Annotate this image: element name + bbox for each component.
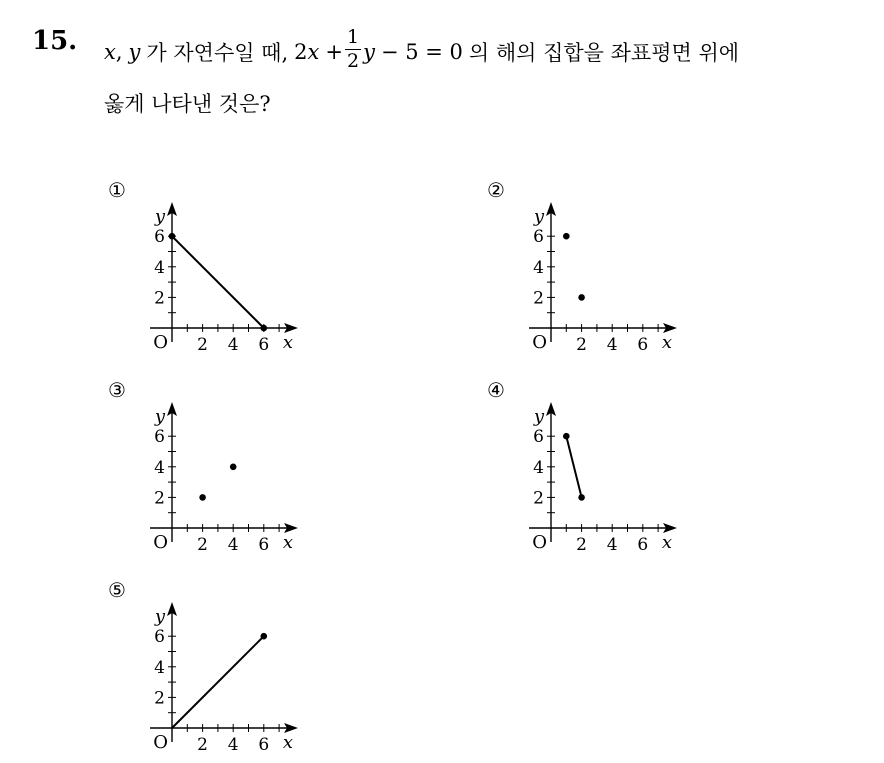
question-line-2: 옳게 나타낸 것은? xyxy=(104,92,271,116)
y-tick-label: 2 xyxy=(533,488,544,509)
equation-lead: 2 xyxy=(294,39,308,64)
x-tick-label: 4 xyxy=(227,535,239,555)
solution-point xyxy=(578,494,585,501)
y-tick-label: 4 xyxy=(154,457,165,478)
var-x: x xyxy=(104,39,116,64)
y-tick-label: 2 xyxy=(154,688,165,709)
y-tick-label: 6 xyxy=(533,227,544,248)
x-tick-label: 4 xyxy=(227,335,239,355)
x-axis-label: x xyxy=(661,532,673,553)
y-tick-label: 2 xyxy=(154,288,165,309)
x-tick-label: 2 xyxy=(197,535,209,555)
y-tick-label: 4 xyxy=(154,657,165,678)
x-axis-label: x xyxy=(661,332,673,353)
solution-point xyxy=(563,233,570,240)
choice-label-3: ③ xyxy=(108,378,126,402)
choice-label-4: ④ xyxy=(487,378,505,402)
y-tick-label: 2 xyxy=(154,488,165,509)
y-tick-label: 2 xyxy=(533,288,544,309)
y-axis-label: y xyxy=(533,206,544,227)
solution-point xyxy=(261,325,268,332)
x-tick-label: 6 xyxy=(258,735,270,755)
solution-segment xyxy=(172,236,264,328)
var-y: y xyxy=(128,39,141,64)
y-axis-label: y xyxy=(154,206,165,227)
choice-label-5: ⑤ xyxy=(108,578,126,602)
origin-label: O xyxy=(532,332,547,353)
y-axis-label: y xyxy=(154,606,165,627)
y-tick-label: 6 xyxy=(533,427,544,448)
solution-point xyxy=(578,294,585,301)
y-tick-label: 6 xyxy=(154,627,165,648)
solution-segment xyxy=(172,636,264,728)
solution-point xyxy=(169,233,176,240)
question-text-b: 의 해의 집합을 좌표평면 위에 xyxy=(468,40,740,65)
x-tick-label: 6 xyxy=(258,535,270,555)
choice-label-1: ① xyxy=(108,178,126,202)
x-tick-label: 4 xyxy=(606,335,618,355)
solution-point xyxy=(563,433,570,440)
equation-x: x xyxy=(307,39,320,64)
x-tick-label: 6 xyxy=(637,335,649,355)
x-tick-label: 2 xyxy=(197,735,209,755)
x-tick-label: 6 xyxy=(258,335,270,355)
x-tick-label: 4 xyxy=(227,735,239,755)
y-axis-label: y xyxy=(154,406,165,427)
origin-label: O xyxy=(153,532,168,553)
graph-choice-2 xyxy=(511,200,701,355)
equation-y: y xyxy=(363,39,375,64)
comma: , xyxy=(115,39,123,64)
question-number: 15. xyxy=(32,26,78,56)
y-tick-label: 4 xyxy=(533,457,544,478)
x-tick-label: 2 xyxy=(576,335,588,355)
y-tick-label: 4 xyxy=(154,257,165,278)
graph-choice-3 xyxy=(132,400,322,555)
x-tick-label: 2 xyxy=(197,335,209,355)
equation-plus: + xyxy=(325,39,343,64)
x-tick-label: 2 xyxy=(576,535,588,555)
choice-label-2: ② xyxy=(487,178,505,202)
graph-choice-5 xyxy=(132,600,322,755)
graph-choice-4 xyxy=(511,400,701,555)
solution-point xyxy=(261,633,268,640)
solution-point xyxy=(199,494,206,501)
x-axis-label: x xyxy=(282,532,294,553)
question-line-1 xyxy=(104,26,740,73)
equation-tail: − 5 = 0 xyxy=(380,39,463,64)
solution-segment xyxy=(566,436,581,497)
x-axis-label: x xyxy=(282,732,294,753)
origin-label: O xyxy=(153,732,168,753)
y-tick-label: 6 xyxy=(154,227,165,248)
x-tick-label: 4 xyxy=(606,535,618,555)
fraction-numerator: 1 xyxy=(346,26,360,48)
y-tick-label: 4 xyxy=(533,257,544,278)
origin-label: O xyxy=(532,532,547,553)
x-axis-label: x xyxy=(282,332,294,353)
y-axis-label: y xyxy=(533,406,544,427)
equation-fraction xyxy=(345,28,361,71)
solution-point xyxy=(230,464,237,471)
fraction-denominator: 2 xyxy=(346,50,360,72)
graph-choice-1 xyxy=(132,200,322,355)
x-tick-label: 6 xyxy=(637,535,649,555)
y-tick-label: 6 xyxy=(154,427,165,448)
question-text-a: 가 자연수일 때, xyxy=(146,40,289,65)
origin-label: O xyxy=(153,332,168,353)
